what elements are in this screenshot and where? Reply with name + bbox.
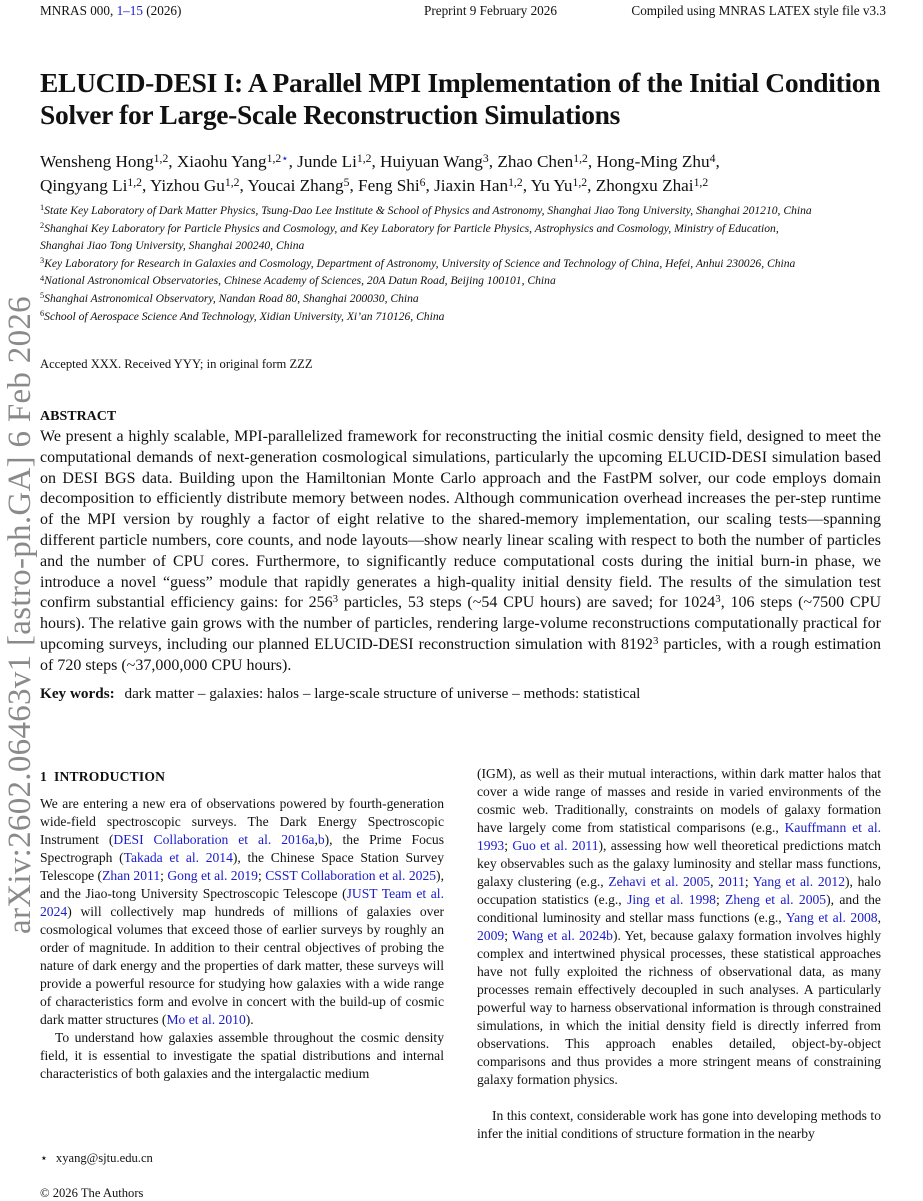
- copyright-notice: © 2026 The Authors: [40, 1186, 144, 1200]
- paper-title: ELUCID-DESI I: A Parallel MPI Implementation of the Initial Condition Solver for Large-Scale Reconstruction Simulations: [40, 67, 881, 130]
- affiliation-6: $^6$School of Aerospace Science And Technology, Xidian University, Xi’an 710126, China: [40, 308, 445, 323]
- compiled-note: Compiled using MNRAS LATEX style file v3.3: [631, 3, 886, 18]
- affiliation-3: $^3$Key Laboratory for Research in Galaxies and Cosmology, Department of Astronomy, University of Science and Technology of China, Hefei, Anhui 230026, China: [40, 256, 796, 270]
- citation-link[interactable]: Wang et al. 2024b: [511, 928, 613, 943]
- citation-link[interactable]: Jing et al. 1998: [627, 892, 716, 907]
- affiliation-1: $^1$State Key Laboratory of Dark Matter Physics, Tsung-Dao Lee Institute & School of Physics and Astronomy, Shanghai Jiao Tong University, Shanghai 201210, China: [40, 203, 812, 217]
- author: Junde Li$^{1,2}$: [297, 151, 372, 171]
- journal-volume: 000: [90, 3, 110, 18]
- citation-link[interactable]: Zehavi et al. 2005: [608, 874, 711, 889]
- affiliation-list: [40, 202, 923, 325]
- intro-paragraph-3: In this context, considerable work has gone into developing methods to infer the initial conditions of structure formation in the nearby: [477, 1108, 881, 1141]
- arxiv-identifier-stamp: arXiv:2602.06463v1 [astro-ph.GA] 6 Feb 2026: [2, 296, 38, 934]
- keywords-text: dark matter – galaxies: halos – large-scale structure of universe – methods: statistical: [124, 685, 641, 702]
- intro-paragraph-2: To understand how galaxies assemble throughout the cosmic density field, it is essential to investigate the spatial distributions and internal characteristics of both galaxies and the intergalactic medium: [40, 1030, 444, 1081]
- corresponding-author-footnote: [40, 1150, 153, 1166]
- author-corresponding: Xiaohu Yang$^{1,2⋆}$: [176, 151, 289, 171]
- author: Jiaxin Han$^{1,2}$: [434, 175, 523, 195]
- citation-link[interactable]: Kauffmann et al. 1993: [477, 820, 881, 853]
- affiliation-2-continued: Shanghai Jiao Tong University, Shanghai 200240, China: [40, 239, 305, 253]
- citation-link[interactable]: Zheng et al. 2005: [725, 892, 827, 907]
- column-right: [477, 765, 881, 1143]
- abstract-text: We present a highly scalable, MPI-parallelized framework for reconstructing the initial cosmic density field, designed to meet the computational demands of next-generation cosmological simulations, particularly the upcoming ELUCID-DESI simulation based on DESI BGS data. Building upon the Hamiltonian Monte Carlo approach and the FastPM solver, our code employs domain decomposition to efficiently distribute memory between nodes. Although communication overhead increases the per-step runtime of the MPI version by roughly a factor of eight relative to the shared-memory implementation, our scaling tests—spanning different particle numbers, core counts, and node layouts—show nearly linear scaling with respect to both the number of particles and the number of CPU cores. Furthermore, to significantly reduce computational costs during the initial burn-in phase, we introduce a novel “guess” module that rapidly generates a high-quality initial density field. The results of the simulation test confirm substantial efficiency gains: for $256^3$ particles, 53 steps (~54 CPU hours) are saved; for 1024$^3$, 106 steps (~7500 CPU hours). The relative gain grows with the number of particles, rendering large-volume reconstructions computationally practical for upcoming surveys, including our planned ELUCID-DESI reconstruction simulation with 8192$^3$ particles, with a rough estimation of 720 steps (~37,000,000 CPU hours).: [40, 428, 881, 674]
- author: Zhao Chen$^{1,2}$: [497, 151, 588, 171]
- citation-link[interactable]: JUST Team et al. 2024: [40, 886, 444, 919]
- citation-link[interactable]: Guo et al. 2011: [512, 838, 599, 853]
- accepted-received-line: Accepted XXX. Received YYY; in original form ZZZ: [40, 357, 313, 371]
- abstract-heading: ABSTRACT: [40, 409, 117, 424]
- affiliation-5: $^5$Shanghai Astronomical Observatory, Nandan Road 80, Shanghai 200030, China: [40, 291, 419, 305]
- citation-link[interactable]: Yang et al. 2012: [752, 874, 846, 889]
- author-list: Wensheng Hong$^{1,2}$, Xiaohu Yang$^{1,2⋆}$, Junde Li$^{1,2}$, Huiyuan Wang$^3$, Zhao Chen$^{1,2}$, Hong-Ming Zhu$^4$, Qingyang Li$^{1,2}$, Yizhou Gu$^{1,2}$, Youcai Zhang$^5$, Feng Shi$^6$, Jiaxin Han$^{1,2}$, Yu Yu$^{1,2}$, Zhongxu Zhai$^{1,2}$: [40, 151, 720, 195]
- author: Huiyuan Wang$^3$: [380, 151, 489, 171]
- author: Feng Shi$^6$: [358, 175, 426, 195]
- intro-paragraph-2-continued: (IGM), as well as their mutual interactions, within dark matter halos that cover a wide range of masses and reside in varied environments of the cosmic web. Traditionally, constraints on models of galaxy formation have largely come from statistical comparisons (e.g., Kauffmann et al. 1993; Guo et al. 2011), assessing how well theoretical predictions match key observables such as the galaxy luminosity and stellar mass functions, galaxy clustering (e.g., Zehavi et al. 2005, 2011; Yang et al. 2012), halo occupation statistics (e.g., Jing et al. 1998; Zheng et al. 2005), and the conditional luminosity and stellar mass functions (e.g., Yang et al. 2008, 2009; Wang et al. 2024b). Yet, because galaxy formation involves highly complex and intertwined physical processes, these statistical approaches have not fully exploited the richness of observational data, as many processes remain effectively decoupled in such analyses. A particularly powerful way to harness observational information is through constrained simulations, in which the initial density field is directly inferred from observations. This approach enables detailed, object-by-object comparisons and thus provides a more stringent means of constraining galaxy formation physics.: [477, 766, 881, 1087]
- citation-link[interactable]: CSST Collaboration et al. 2025: [265, 868, 437, 883]
- citation-link[interactable]: Zhan 2011: [102, 868, 161, 883]
- footnote-star-icon: ⋆: [40, 1151, 48, 1165]
- citation-link[interactable]: Takada et al. 2014: [123, 850, 233, 865]
- affiliation-4: $^4$National Astronomical Observatories, Chinese Academy of Sciences, 20A Datun Road, Beijing 100101, China: [40, 273, 556, 288]
- author: Zhongxu Zhai$^{1,2}$: [595, 175, 709, 195]
- author: Qingyang Li$^{1,2}$: [40, 175, 142, 195]
- page-range-link[interactable]: 1–15: [116, 3, 143, 18]
- citation-link[interactable]: 2009: [477, 928, 505, 943]
- citation-link[interactable]: Yang et al. 2008: [785, 910, 878, 925]
- author: Yu Yu$^{1,2}$: [530, 175, 588, 195]
- running-header-left: MNRAS 000, 1–15 (2026): [40, 3, 182, 18]
- citation-link[interactable]: b: [317, 832, 325, 847]
- author: Yizhou Gu$^{1,2}$: [149, 175, 240, 195]
- corresponding-email: xyang@sjtu.edu.cn: [55, 1151, 153, 1165]
- affiliation-2: $^2$Shanghai Key Laboratory for Particle Physics and Cosmology, and Key Laboratory for Particle Physics, Astrophysics and Cosmology, Ministry of Education,: [40, 220, 779, 235]
- author: Hong-Ming Zhu$^4$: [596, 151, 716, 171]
- author: Wensheng Hong$^{1,2}$: [40, 151, 169, 171]
- section-heading-introduction: 1 INTRODUCTION: [40, 769, 166, 784]
- keywords: [40, 685, 890, 703]
- preprint-date: Preprint 9 February 2026: [424, 3, 557, 18]
- journal-year: (2026): [146, 3, 182, 18]
- citation-link[interactable]: Gong et al. 2019: [167, 868, 258, 883]
- author: Youcai Zhang$^5$: [247, 175, 350, 195]
- intro-paragraph-1: We are entering a new era of observations powered by fourth-generation wide-field spectroscopic surveys. The Dark Energy Spectroscopic Instrument (DESI Collaboration et al. 2016a,b), the Prime Focus Spectrograph (Takada et al. 2014), the Chinese Space Station Survey Telescope (Zhan 2011; Gong et al. 2019; CSST Collaboration et al. 2025), and the Jiao-tong University Spectroscopic Telescope (JUST Team et al. 2024) will collectively map hundreds of millions of galaxies over cosmological volumes that exceed those of earlier surveys by roughly an order of magnitude. In addition to their central objectives of probing the nature of dark energy and the properties of dark matter, these surveys will provide a powerful resource for studying how galaxies with a wide range of characteristics form and evolve in concert with the build-up of cosmic dark matter structures (Mo et al. 2010).: [40, 796, 445, 1027]
- corresponding-star-link[interactable]: ⋆: [281, 151, 289, 165]
- citation-link[interactable]: Mo et al. 2010: [166, 1012, 246, 1027]
- journal-name: MNRAS: [40, 3, 87, 18]
- keywords-label: Key words:: [40, 685, 115, 702]
- column-left: [40, 768, 444, 1083]
- citation-link[interactable]: DESI Collaboration et al. 2016a: [113, 832, 315, 847]
- citation-link[interactable]: 2011: [718, 874, 745, 889]
